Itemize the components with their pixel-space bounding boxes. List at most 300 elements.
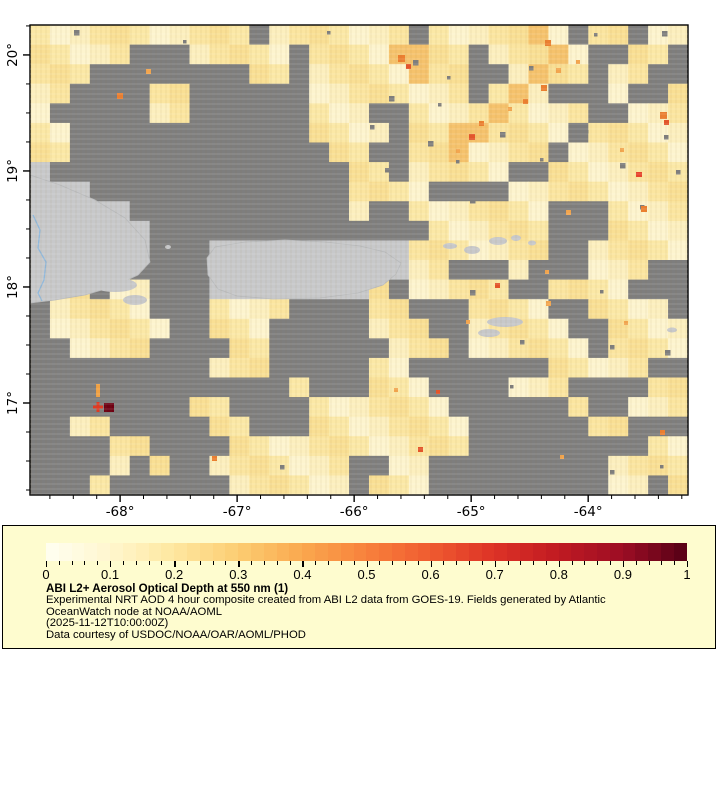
map-cell (409, 201, 429, 221)
map-cell (150, 123, 170, 143)
map-cell (409, 319, 429, 339)
map-cell (528, 103, 548, 123)
colorbar-segment (571, 543, 584, 561)
map-cell (369, 475, 389, 495)
map-cell (409, 456, 429, 476)
map-cell (668, 456, 688, 476)
map-cell (170, 260, 190, 280)
coast-fragment-2-island (123, 295, 147, 305)
map-cell (130, 417, 150, 437)
map-cell (30, 319, 50, 339)
map-cell (668, 397, 688, 417)
map-cell (668, 45, 688, 65)
map-cell (548, 45, 568, 65)
map-cell (389, 358, 409, 378)
map-cell (588, 260, 608, 280)
cloud-speckle (428, 141, 434, 147)
colorbar-minor-tick (59, 561, 60, 565)
colorbar-minor-tick (649, 561, 650, 565)
map-cell (349, 319, 369, 339)
colorbar-segment (507, 543, 520, 561)
map-cell (329, 299, 349, 319)
map-cell (548, 103, 568, 123)
map-cell (489, 260, 509, 280)
map-cell (130, 182, 150, 202)
colorbar-minor-tick (290, 561, 291, 565)
colorbar-minor-tick (546, 561, 547, 565)
map-cell (170, 378, 190, 398)
map-cell (229, 456, 249, 476)
map-cell (568, 143, 588, 163)
map-cell (50, 299, 70, 319)
map-cell (289, 378, 309, 398)
map-cell (668, 123, 688, 143)
map-cell (130, 456, 150, 476)
map-cell (409, 358, 429, 378)
map-cell (90, 436, 110, 456)
map-cell (209, 201, 229, 221)
map-cell (130, 358, 150, 378)
cloud-speckle (280, 465, 285, 470)
map-cell (209, 25, 229, 45)
map-cell (309, 436, 329, 456)
map-cell (389, 436, 409, 456)
map-cell (668, 260, 688, 280)
map-cell (449, 397, 469, 417)
map-cell (229, 162, 249, 182)
map-cell (588, 143, 608, 163)
aod-hotspot-dot (212, 456, 217, 461)
vieques-island (487, 317, 523, 327)
map-cell (190, 319, 210, 339)
map-cell (110, 162, 130, 182)
map-cell (648, 280, 668, 300)
colorbar-minor-tick (123, 561, 124, 565)
map-cell (568, 358, 588, 378)
map-cell (568, 378, 588, 398)
map-cell (449, 25, 469, 45)
map-cell (30, 64, 50, 84)
map-cell (668, 299, 688, 319)
map-cell (568, 319, 588, 339)
map-cell (130, 143, 150, 163)
map-cell (369, 436, 389, 456)
map-cell (349, 358, 369, 378)
map-cell (150, 397, 170, 417)
aod-hotspot-dot (556, 68, 561, 73)
map-cell (369, 45, 389, 65)
map-cell (668, 240, 688, 260)
colorbar-segment (354, 543, 367, 561)
colorbar-segment (405, 543, 418, 561)
map-cell (509, 103, 529, 123)
map-cell (229, 338, 249, 358)
map-cell (469, 358, 489, 378)
map-cell (190, 299, 210, 319)
colorbar-segment (136, 543, 149, 561)
colorbar-segment (610, 543, 623, 561)
map-cell (209, 319, 229, 339)
map-cell (289, 182, 309, 202)
map-cell (50, 378, 70, 398)
map-cell (489, 84, 509, 104)
map-cell (369, 201, 389, 221)
map-cell (509, 123, 529, 143)
map-cell (588, 64, 608, 84)
map-cell (190, 64, 210, 84)
colorbar-tick-label: 0.8 (549, 567, 568, 582)
colorbar-segment (482, 543, 495, 561)
map-cell (369, 103, 389, 123)
map-cell (489, 103, 509, 123)
map-cell (509, 143, 529, 163)
map-cell (588, 378, 608, 398)
map-cell (389, 475, 409, 495)
map-cell (489, 378, 509, 398)
cloud-speckle (183, 40, 187, 44)
map-cell (150, 378, 170, 398)
map-cell (70, 162, 90, 182)
map-cell (170, 182, 190, 202)
map-cell (50, 338, 70, 358)
map-cell (469, 221, 489, 241)
map-cell (628, 475, 648, 495)
colorbar-minor-tick (456, 561, 457, 565)
y-tick-label: 18° (5, 275, 21, 299)
colorbar-minor-tick (136, 561, 137, 565)
aod-hotspot-dot (469, 134, 475, 140)
colorbar-minor-tick (84, 561, 85, 565)
map-cell (429, 319, 449, 339)
map-cell (648, 240, 668, 260)
map-cell (90, 64, 110, 84)
map-cell (289, 25, 309, 45)
colorbar-minor-tick (341, 561, 342, 565)
map-cell (528, 299, 548, 319)
map-cell (509, 25, 529, 45)
map-cell (588, 221, 608, 241)
map-cell (469, 475, 489, 495)
map-cell (489, 436, 509, 456)
map-cell (528, 280, 548, 300)
map-cell (329, 436, 349, 456)
cloud-speckle (389, 96, 395, 102)
aod-hotspot-dot (508, 107, 512, 111)
map-cell (110, 123, 130, 143)
map-cell (249, 417, 269, 437)
map-cell (289, 123, 309, 143)
map-cell (409, 64, 429, 84)
cloud-speckle (660, 285, 664, 289)
colorbar-segment (494, 543, 507, 561)
map-cell (648, 45, 668, 65)
map-cell (648, 475, 668, 495)
map-cell (429, 45, 449, 65)
map-cell (568, 417, 588, 437)
colorbar-tick-label: 0.5 (357, 567, 376, 582)
map-cell (528, 319, 548, 339)
map-cell (110, 378, 130, 398)
map-cell (269, 182, 289, 202)
map-cell (668, 25, 688, 45)
map-cell (110, 475, 130, 495)
colorbar-minor-tick (674, 561, 675, 565)
map-cell (588, 103, 608, 123)
map-cell (409, 162, 429, 182)
map-cell (429, 182, 449, 202)
map-cell (289, 221, 309, 241)
map-cell (309, 397, 329, 417)
map-cell (588, 436, 608, 456)
map-cell (548, 456, 568, 476)
map-cell (389, 397, 409, 417)
map-cell (150, 143, 170, 163)
map-cell (190, 201, 210, 221)
map-cell (50, 84, 70, 104)
map-cell (568, 240, 588, 260)
map-cell (409, 378, 429, 398)
map-cell (130, 45, 150, 65)
map-cell (30, 475, 50, 495)
map-cell (269, 397, 289, 417)
map-cell (329, 123, 349, 143)
aod-hotspot-dot (523, 99, 528, 104)
map-cell (568, 299, 588, 319)
colorbar-minor-tick (482, 561, 483, 565)
map-cell (449, 162, 469, 182)
colorbar-segment (546, 543, 559, 561)
coast-fragment-1-island (93, 278, 137, 292)
map-cell (309, 338, 329, 358)
cloud-speckle (529, 66, 534, 71)
colorbar-segment (559, 543, 572, 561)
map-cell (70, 45, 90, 65)
map-cell (90, 358, 110, 378)
map-cell (209, 123, 229, 143)
map-cell (229, 358, 249, 378)
map-cell (628, 84, 648, 104)
map-cell (668, 417, 688, 437)
x-tick-label: -67° (222, 504, 252, 520)
map-cell (229, 221, 249, 241)
map-cell (568, 25, 588, 45)
map-cell (289, 103, 309, 123)
aod-hotspot-dot (406, 64, 411, 69)
map-cell (329, 475, 349, 495)
map-cell (30, 456, 50, 476)
map-cell (608, 475, 628, 495)
map-cell (369, 182, 389, 202)
map-cell (489, 25, 509, 45)
map-cell (648, 201, 668, 221)
x-tick-label: -68° (105, 504, 135, 520)
colorbar-segment (46, 543, 59, 561)
map-cell (528, 358, 548, 378)
map-cell (449, 378, 469, 398)
map-cell (190, 25, 210, 45)
map-cell (588, 201, 608, 221)
colorbar-segment (418, 543, 431, 561)
map-cell (628, 182, 648, 202)
aod-hotspot-dot (664, 120, 669, 125)
aod-hotspot-dot (546, 301, 551, 306)
map-cell (309, 358, 329, 378)
cloud-speckle (620, 163, 626, 169)
aod-hotspot-dot (566, 210, 571, 215)
map-cell (269, 84, 289, 104)
map-cell (190, 338, 210, 358)
map-cell (568, 475, 588, 495)
map-cell (110, 456, 130, 476)
map-cell (668, 475, 688, 495)
map-cell (349, 45, 369, 65)
map-cell (30, 143, 50, 163)
map-cell (648, 358, 668, 378)
map-cell (628, 45, 648, 65)
map-cell (548, 260, 568, 280)
aod-hotspot-dot (576, 60, 580, 64)
map-cell (369, 338, 389, 358)
map-cell (409, 397, 429, 417)
map-cell (249, 143, 269, 163)
map-cell (90, 475, 110, 495)
map-cell (469, 456, 489, 476)
map-cell (110, 417, 130, 437)
map-cell (110, 182, 130, 202)
map-cell (110, 319, 130, 339)
map-cell (150, 103, 170, 123)
map-cell (349, 143, 369, 163)
map-cell (628, 378, 648, 398)
map-cell (628, 358, 648, 378)
st-thomas-island (464, 246, 480, 254)
colorbar-minor-tick (225, 561, 226, 565)
colorbar-segment (302, 543, 315, 561)
colorbar-segment (661, 543, 674, 561)
map-cell (229, 397, 249, 417)
map-cell (409, 240, 429, 260)
cloud-speckle (456, 160, 460, 164)
colorbar-tick-label: 0 (42, 567, 50, 582)
virgin-gorda-island (528, 241, 536, 246)
legend-timestamp: (2025-11-12T10:00:00Z) (46, 617, 169, 630)
x-tick-label: -64° (573, 504, 603, 520)
map-cell (528, 143, 548, 163)
map-cell (30, 338, 50, 358)
colorbar-segment (110, 543, 123, 561)
map-cell (50, 417, 70, 437)
map-cell (329, 358, 349, 378)
map-cell (170, 436, 190, 456)
map-cell (588, 475, 608, 495)
map-cell (190, 182, 210, 202)
map-cell (369, 84, 389, 104)
map-cell (469, 64, 489, 84)
colorbar-tick-label: 0.6 (421, 567, 440, 582)
map-cell (110, 338, 130, 358)
map-cell (150, 240, 170, 260)
map-cell (329, 456, 349, 476)
map-cell (150, 182, 170, 202)
map-cell (70, 378, 90, 398)
map-cell (528, 397, 548, 417)
cloud-speckle (600, 290, 604, 294)
colorbar-minor-tick (572, 561, 573, 565)
map-cell (90, 45, 110, 65)
map-cell (648, 417, 668, 437)
map-cell (130, 475, 150, 495)
map-cell (628, 64, 648, 84)
map-cell (509, 436, 529, 456)
map-cell (588, 45, 608, 65)
map-cell (50, 475, 70, 495)
map-cell (90, 417, 110, 437)
map-cell (469, 260, 489, 280)
colorbar-minor-tick (213, 561, 214, 565)
map-cell (489, 182, 509, 202)
map-cell (668, 338, 688, 358)
map-cell (489, 456, 509, 476)
map-cell (289, 143, 309, 163)
map-cell (548, 240, 568, 260)
map-cell (509, 475, 529, 495)
colorbar-minor-tick (661, 561, 662, 565)
map-cell (229, 378, 249, 398)
map-cell (469, 417, 489, 437)
map-cell (548, 358, 568, 378)
map-cell (608, 221, 628, 241)
map-cell (628, 280, 648, 300)
map-cell (608, 84, 628, 104)
map-cell (229, 64, 249, 84)
map-cell (548, 84, 568, 104)
colorbar-segment (213, 543, 226, 561)
map-cell (190, 123, 210, 143)
map-cell (110, 436, 130, 456)
map-cell (349, 162, 369, 182)
map-cell (150, 299, 170, 319)
map-cell (209, 358, 229, 378)
map-cell (50, 123, 70, 143)
map-cell (150, 280, 170, 300)
map-cell (429, 240, 449, 260)
map-cell (190, 103, 210, 123)
map-cell (30, 123, 50, 143)
map-cell (30, 397, 50, 417)
aod-hotspot-dot (418, 447, 423, 452)
map-cell (628, 436, 648, 456)
map-cell (170, 338, 190, 358)
map-cell (329, 319, 349, 339)
map-cell (588, 417, 608, 437)
map-cell (509, 338, 529, 358)
map-cell (628, 260, 648, 280)
colorbar-minor-tick (277, 561, 278, 565)
map-cell (389, 162, 409, 182)
map-cell (489, 338, 509, 358)
aod-hotspot-dot (641, 206, 647, 212)
map-cell (329, 45, 349, 65)
colorbar-tick-label: 0.4 (293, 567, 312, 582)
map-cell (309, 319, 329, 339)
map-cell (349, 378, 369, 398)
map-cell (409, 25, 429, 45)
map-cell (329, 338, 349, 358)
map-cell (209, 45, 229, 65)
map-cell (249, 299, 269, 319)
map-cell (409, 143, 429, 163)
map-cell (309, 378, 329, 398)
